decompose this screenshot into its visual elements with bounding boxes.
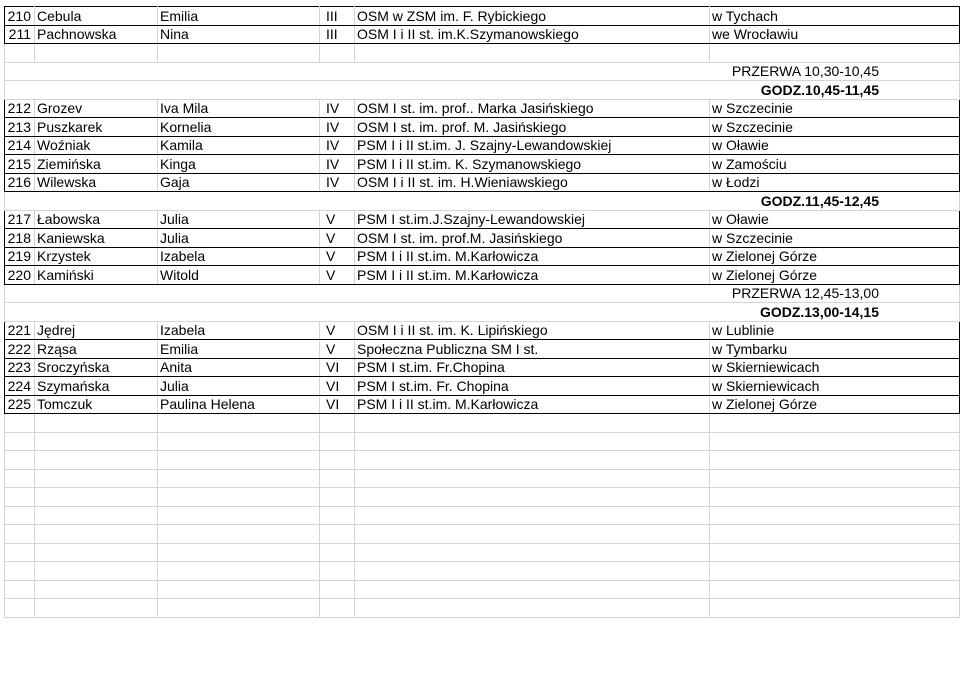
empty-cell[interactable]	[320, 488, 355, 507]
entry-city[interactable]: w Zielonej Górze	[710, 247, 960, 266]
entry-level[interactable]: III	[320, 25, 355, 44]
empty-cell[interactable]	[710, 506, 960, 525]
entry-number[interactable]: 217	[5, 210, 35, 229]
entry-level[interactable]: IV	[320, 118, 355, 137]
empty-cell[interactable]	[35, 562, 158, 581]
empty-row	[5, 432, 960, 451]
entry-school[interactable]: PSM I i II st.im. M.Karłowicza	[355, 395, 710, 414]
schedule-table	[4, 6, 960, 618]
empty-cell[interactable]	[710, 432, 960, 451]
empty-cell[interactable]	[35, 488, 158, 507]
entry-surname[interactable]: Wilewska	[35, 173, 158, 192]
entry-school[interactable]: OSM I i II st. im.K.Szymanowskiego	[355, 25, 710, 44]
entry-level[interactable]: IV	[320, 136, 355, 155]
table-row	[5, 7, 960, 26]
table-row	[5, 358, 960, 377]
empty-cell[interactable]	[158, 414, 320, 433]
entry-level[interactable]: V	[320, 229, 355, 248]
entry-surname[interactable]: Krzystek	[35, 247, 158, 266]
entry-city[interactable]: w Oławie	[710, 136, 960, 155]
section-row	[5, 303, 960, 322]
entry-first-name[interactable]: Izabela	[158, 321, 320, 340]
time-slot-label: GODZ.13,00-14,15	[5, 303, 960, 322]
entry-first-name[interactable]: Julia	[158, 229, 320, 248]
empty-cell[interactable]	[5, 506, 35, 525]
time-slot-label: GODZ.11,45-12,45	[5, 192, 960, 211]
entry-first-name[interactable]: Emilia	[158, 340, 320, 359]
table-row	[5, 155, 960, 174]
entry-number[interactable]: 220	[5, 266, 35, 285]
empty-cell[interactable]	[320, 414, 355, 433]
empty-cell[interactable]	[710, 469, 960, 488]
entry-first-name[interactable]: Iva Mila	[158, 99, 320, 118]
section-row	[5, 81, 960, 100]
entry-city[interactable]: we Wrocławiu	[710, 25, 960, 44]
empty-cell[interactable]	[35, 451, 158, 470]
entry-surname[interactable]: Woźniak	[35, 136, 158, 155]
entry-school[interactable]: OSM I i II st. im. H.Wieniawskiego	[355, 173, 710, 192]
entry-surname[interactable]: Rząsa	[35, 340, 158, 359]
entry-school[interactable]: PSM I i II st.im. K. Szymanowskiego	[355, 155, 710, 174]
entry-surname[interactable]: Jędrej	[35, 321, 158, 340]
empty-cell[interactable]	[710, 543, 960, 562]
empty-cell[interactable]	[5, 469, 35, 488]
empty-cell[interactable]	[355, 488, 710, 507]
empty-cell[interactable]	[710, 488, 960, 507]
table-row	[5, 136, 960, 155]
entry-surname[interactable]: Sroczyńska	[35, 358, 158, 377]
entry-school[interactable]: PSM I i II st.im. M.Karłowicza	[355, 266, 710, 285]
entry-level[interactable]: V	[320, 266, 355, 285]
section-row	[5, 62, 960, 81]
empty-cell[interactable]	[355, 414, 710, 433]
table-row	[5, 266, 960, 285]
entry-first-name[interactable]: Emilia	[158, 7, 320, 26]
table-row	[5, 247, 960, 266]
entry-school[interactable]: OSM w ZSM im. F. Rybickiego	[355, 7, 710, 26]
entry-city[interactable]: w Tymbarku	[710, 340, 960, 359]
table-row	[5, 377, 960, 396]
entry-level[interactable]: IV	[320, 99, 355, 118]
entry-school[interactable]: PSM I st.im. Fr.Chopina	[355, 358, 710, 377]
entry-first-name[interactable]: Kinga	[158, 155, 320, 174]
empty-cell[interactable]	[355, 599, 710, 618]
empty-cell[interactable]	[5, 414, 35, 433]
entry-first-name[interactable]: Julia	[158, 210, 320, 229]
empty-cell[interactable]	[5, 580, 35, 599]
time-slot-label: GODZ.10,45-11,45	[5, 81, 960, 100]
entry-school[interactable]: OSM I i II st. im. K. Lipińskiego	[355, 321, 710, 340]
entry-number[interactable]: 219	[5, 247, 35, 266]
table-row	[5, 229, 960, 248]
entry-number[interactable]: 225	[5, 395, 35, 414]
empty-cell[interactable]	[320, 44, 355, 63]
entry-first-name[interactable]: Gaja	[158, 173, 320, 192]
entry-surname[interactable]: Pachnowska	[35, 25, 158, 44]
empty-cell[interactable]	[158, 562, 320, 581]
empty-row	[5, 506, 960, 525]
empty-cell[interactable]	[35, 44, 158, 63]
entry-surname[interactable]: Ziemińska	[35, 155, 158, 174]
empty-row	[5, 525, 960, 544]
table-row	[5, 395, 960, 414]
entry-number[interactable]: 214	[5, 136, 35, 155]
empty-cell[interactable]	[355, 451, 710, 470]
entry-surname[interactable]: Łabowska	[35, 210, 158, 229]
entry-first-name[interactable]: Witold	[158, 266, 320, 285]
entry-school[interactable]: OSM I st. im. prof.M. Jasińskiego	[355, 229, 710, 248]
entry-level[interactable]: IV	[320, 173, 355, 192]
entry-city[interactable]: w Łodzi	[710, 173, 960, 192]
empty-cell[interactable]	[5, 432, 35, 451]
empty-cell[interactable]	[320, 580, 355, 599]
empty-cell[interactable]	[355, 469, 710, 488]
empty-cell[interactable]	[320, 506, 355, 525]
table-row	[5, 118, 960, 137]
entry-number[interactable]: 211	[5, 25, 35, 44]
table-row	[5, 210, 960, 229]
entry-city[interactable]: w Skierniewicach	[710, 377, 960, 396]
entry-number[interactable]: 216	[5, 173, 35, 192]
empty-row	[5, 488, 960, 507]
entry-level[interactable]: IV	[320, 155, 355, 174]
empty-cell[interactable]	[320, 451, 355, 470]
entry-city[interactable]: w Oławie	[710, 210, 960, 229]
empty-cell[interactable]	[710, 599, 960, 618]
empty-cell[interactable]	[158, 432, 320, 451]
empty-row	[5, 599, 960, 618]
entry-school[interactable]: PSM I st.im.J.Szajny-Lewandowskiej	[355, 210, 710, 229]
empty-cell[interactable]	[355, 580, 710, 599]
empty-cell[interactable]	[710, 525, 960, 544]
entry-surname[interactable]: Cebula	[35, 7, 158, 26]
entry-number[interactable]: 221	[5, 321, 35, 340]
entry-surname[interactable]: Kaniewska	[35, 229, 158, 248]
empty-cell[interactable]	[355, 432, 710, 451]
entry-city[interactable]: w Szczecinie	[710, 229, 960, 248]
empty-cell[interactable]	[5, 525, 35, 544]
empty-cell[interactable]	[710, 562, 960, 581]
empty-cell[interactable]	[320, 599, 355, 618]
table-row	[5, 321, 960, 340]
empty-cell[interactable]	[158, 580, 320, 599]
spreadsheet	[4, 6, 960, 618]
entry-level[interactable]: V	[320, 321, 355, 340]
empty-cell[interactable]	[158, 506, 320, 525]
entry-number[interactable]: 212	[5, 99, 35, 118]
empty-cell[interactable]	[158, 451, 320, 470]
empty-cell[interactable]	[35, 469, 158, 488]
entry-first-name[interactable]: Anita	[158, 358, 320, 377]
entry-level[interactable]: V	[320, 210, 355, 229]
empty-cell[interactable]	[320, 432, 355, 451]
entry-number[interactable]: 215	[5, 155, 35, 174]
empty-row	[5, 543, 960, 562]
entry-surname[interactable]: Tomczuk	[35, 395, 158, 414]
empty-row	[5, 44, 960, 63]
empty-row	[5, 451, 960, 470]
empty-cell[interactable]	[710, 44, 960, 63]
empty-cell[interactable]	[35, 599, 158, 618]
empty-cell[interactable]	[158, 599, 320, 618]
empty-cell[interactable]	[35, 543, 158, 562]
empty-row	[5, 580, 960, 599]
empty-cell[interactable]	[355, 562, 710, 581]
empty-cell[interactable]	[5, 599, 35, 618]
empty-cell[interactable]	[710, 451, 960, 470]
empty-cell[interactable]	[5, 543, 35, 562]
entry-school[interactable]: OSM I st. im. prof. M. Jasińskiego	[355, 118, 710, 137]
empty-row	[5, 469, 960, 488]
entry-city[interactable]: w Zielonej Górze	[710, 266, 960, 285]
entry-school[interactable]: PSM I i II st.im. M.Karłowicza	[355, 247, 710, 266]
empty-cell[interactable]	[320, 469, 355, 488]
empty-cell[interactable]	[710, 414, 960, 433]
entry-first-name[interactable]: Kamila	[158, 136, 320, 155]
entry-level[interactable]: III	[320, 7, 355, 26]
entry-first-name[interactable]: Kornelia	[158, 118, 320, 137]
entry-level[interactable]: VI	[320, 358, 355, 377]
empty-cell[interactable]	[35, 580, 158, 599]
entry-school[interactable]: PSM I i II st.im. J. Szajny-Lewandowskiej	[355, 136, 710, 155]
entry-level[interactable]: V	[320, 340, 355, 359]
entry-level[interactable]: V	[320, 247, 355, 266]
empty-cell[interactable]	[5, 44, 35, 63]
entry-surname[interactable]: Szymańska	[35, 377, 158, 396]
entry-city[interactable]: w Zamościu	[710, 155, 960, 174]
entry-surname[interactable]: Grozev	[35, 99, 158, 118]
empty-cell[interactable]	[158, 469, 320, 488]
table-row	[5, 99, 960, 118]
empty-cell[interactable]	[355, 44, 710, 63]
empty-cell[interactable]	[355, 525, 710, 544]
empty-cell[interactable]	[158, 44, 320, 63]
entry-surname[interactable]: Puszkarek	[35, 118, 158, 137]
empty-row	[5, 562, 960, 581]
section-row	[5, 192, 960, 211]
empty-cell[interactable]	[158, 543, 320, 562]
empty-cell[interactable]	[320, 562, 355, 581]
entry-first-name[interactable]: Izabela	[158, 247, 320, 266]
entry-number[interactable]: 224	[5, 377, 35, 396]
entry-number[interactable]: 218	[5, 229, 35, 248]
break-label: PRZERWA 10,30-10,45	[5, 62, 960, 81]
entry-number[interactable]: 213	[5, 118, 35, 137]
table-row	[5, 340, 960, 359]
empty-cell[interactable]	[5, 562, 35, 581]
entry-city[interactable]: w Zielonej Górze	[710, 395, 960, 414]
table-row	[5, 173, 960, 192]
empty-cell[interactable]	[158, 525, 320, 544]
break-label: PRZERWA 12,45-13,00	[5, 284, 960, 303]
empty-cell[interactable]	[320, 543, 355, 562]
empty-cell[interactable]	[5, 451, 35, 470]
entry-city[interactable]: w Skierniewicach	[710, 358, 960, 377]
entry-city[interactable]: w Szczecinie	[710, 99, 960, 118]
entry-level[interactable]: VI	[320, 377, 355, 396]
empty-cell[interactable]	[35, 525, 158, 544]
entry-school[interactable]: Społeczna Publiczna SM I st.	[355, 340, 710, 359]
entry-number[interactable]: 223	[5, 358, 35, 377]
empty-cell[interactable]	[355, 506, 710, 525]
empty-row	[5, 414, 960, 433]
empty-cell[interactable]	[320, 525, 355, 544]
entry-city[interactable]: w Szczecinie	[710, 118, 960, 137]
empty-cell[interactable]	[710, 580, 960, 599]
entry-school[interactable]: PSM I st.im. Fr. Chopina	[355, 377, 710, 396]
entry-number[interactable]: 210	[5, 7, 35, 26]
empty-cell[interactable]	[158, 488, 320, 507]
empty-cell[interactable]	[355, 543, 710, 562]
empty-cell[interactable]	[35, 506, 158, 525]
entry-city[interactable]: w Tychach	[710, 7, 960, 26]
entry-school[interactable]: OSM I st. im. prof.. Marka Jasińskiego	[355, 99, 710, 118]
table-row	[5, 25, 960, 44]
entry-level[interactable]: VI	[320, 395, 355, 414]
entry-surname[interactable]: Kamiński	[35, 266, 158, 285]
entry-first-name[interactable]: Nina	[158, 25, 320, 44]
empty-cell[interactable]	[35, 414, 158, 433]
entry-city[interactable]: w Lublinie	[710, 321, 960, 340]
entry-number[interactable]: 222	[5, 340, 35, 359]
empty-cell[interactable]	[35, 432, 158, 451]
entry-first-name[interactable]: Paulina Helena	[158, 395, 320, 414]
section-row	[5, 284, 960, 303]
entry-first-name[interactable]: Julia	[158, 377, 320, 396]
empty-cell[interactable]	[5, 488, 35, 507]
